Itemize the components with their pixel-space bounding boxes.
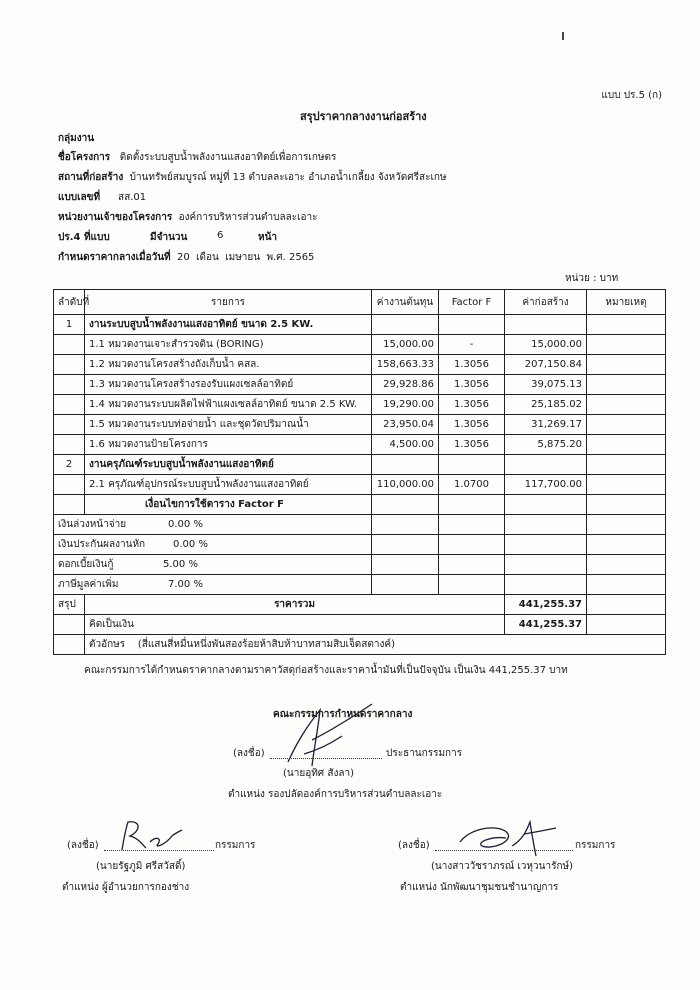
cost-summary-table — [53, 289, 666, 655]
date-year-label: พ.ศ. — [266, 252, 286, 263]
total-value: 441,255.37 — [505, 595, 587, 615]
drawing-label: แบบเลขที่ — [58, 192, 101, 203]
header-no: ลำดับที่ — [54, 290, 85, 315]
table-row — [54, 415, 666, 435]
member2-role: กรรมการ — [575, 840, 616, 851]
total-row — [54, 595, 666, 615]
header-factor: Factor F — [439, 290, 505, 315]
header-cost: ค่างานต้นทุน — [372, 290, 439, 315]
item-factor: 1.3056 — [439, 355, 505, 375]
item-cost: 4,500.00 — [372, 435, 439, 455]
project-value: ติดตั้งระบบสูบน้ำพลังงานแสงอาทิตย์เพื่อการเกษตร — [119, 152, 337, 163]
condition-value: 0.00 % — [168, 519, 203, 530]
scan-mark — [562, 32, 564, 40]
member2-signature — [452, 816, 562, 861]
condition-label: ภาษีมูลค่าเพิ่ม — [58, 579, 119, 590]
table-header-row — [54, 290, 666, 315]
factor-title: เงื่อนไขการใช้ตาราง Factor F — [85, 495, 372, 515]
item-name: 1.6 หมวดงานป้ายโครงการ — [85, 435, 372, 455]
letters-value: (สี่แสนสี่หมื่นหนึ่งพันสองร้อยห้าสิบห้าบาทสามสิบเจ็ดสตางค์) — [137, 639, 395, 650]
condition-value: 5.00 % — [163, 559, 198, 570]
item-factor: - — [439, 335, 505, 355]
date-year: 2565 — [288, 252, 315, 263]
unit-label: หน่วย : บาท — [565, 273, 619, 284]
form-code: แบบ ปร.5 (ก) — [601, 90, 662, 101]
section-no: 1 — [54, 315, 85, 335]
item-factor: 1.3056 — [439, 395, 505, 415]
member1-position: ตำแหน่ง ผู้อำนวยการกองช่าง — [62, 882, 190, 893]
member1-role: กรรมการ — [215, 840, 256, 851]
page-title: สรุปราคากลางงานก่อสร้าง — [300, 110, 427, 123]
member1-signature — [116, 818, 186, 858]
project-label: ชื่อโครงการ — [58, 152, 111, 163]
item-name: 1.2 หมวดงานโครงสร้างถังเก็บน้ำ คสล. — [85, 355, 372, 375]
condition-label: เงินประกันผลงานหัก — [58, 539, 146, 550]
chair-sign-label: (ลงชื่อ) — [233, 748, 265, 759]
location-label: สถานที่ก่อสร้าง — [58, 172, 124, 183]
item-cost: 15,000.00 — [372, 335, 439, 355]
item-factor: 1.0700 — [439, 475, 505, 495]
member1-sign-line — [104, 850, 214, 851]
letters-row — [54, 635, 666, 655]
date-month: เมษายน — [225, 252, 261, 263]
item-total: 207,150.84 — [505, 355, 587, 375]
pages-value: 6 — [217, 230, 224, 241]
committee-title: คณะกรรมการกำหนดราคากลาง — [273, 709, 413, 720]
money-label: คิดเป็นเงิน — [85, 615, 505, 635]
item-factor: 1.3056 — [439, 415, 505, 435]
drawing-value: สส.01 — [118, 192, 147, 203]
date-label: กำหนดราคากลางเมื่อวันที่ — [58, 252, 171, 263]
money-row — [54, 615, 666, 635]
total-label: ราคารวม — [85, 595, 505, 615]
owner-label: หน่วยงานเจ้าของโครงการ — [58, 212, 173, 223]
item-cost: 19,290.00 — [372, 395, 439, 415]
item-name: 1.4 หมวดงานระบบผลิตไฟฟ้าแผงเซลล์อาทิตย์ ขนาด 2.5 KW. — [85, 395, 372, 415]
item-factor: 1.3056 — [439, 435, 505, 455]
item-cost: 158,663.33 — [372, 355, 439, 375]
table-row — [54, 475, 666, 495]
header-total: ค่าก่อสร้าง — [505, 290, 587, 315]
owner-row — [58, 210, 318, 225]
committee-statement: คณะกรรมการได้กำหนดราคากลางตามราคาวัสดุก่อสร้างและราคาน้ำมันที่เป็นปัจจุบัน เป็นเงิน 441,255.37 บาท — [84, 665, 568, 676]
item-total: 117,700.00 — [505, 475, 587, 495]
chair-signature — [268, 700, 388, 770]
summary-label: สรุป — [54, 595, 85, 615]
condition-label: ดอกเบี้ยเงินกู้ — [58, 559, 114, 570]
item-total: 39,075.13 — [505, 375, 587, 395]
item-cost: 110,000.00 — [372, 475, 439, 495]
owner-value: องค์การบริหารส่วนตำบลละเอาะ — [178, 212, 318, 223]
item-name: 1.5 หมวดงานระบบท่อจ่ายน้ำ และชุดวัดปริมาณน้ำ — [85, 415, 372, 435]
pages-unit: หน้า — [258, 232, 278, 243]
item-cost: 23,950.04 — [372, 415, 439, 435]
form-label: ปร.4 ที่แบบ — [58, 232, 110, 243]
date-day: 20 — [176, 252, 190, 263]
letters-label: ตัวอักษร — [89, 639, 126, 650]
table-row — [54, 435, 666, 455]
pages-label: มีจำนวน — [150, 232, 188, 243]
item-total: 5,875.20 — [505, 435, 587, 455]
item-name: 1.1 หมวดงานเจาะสำรวจดิน (BORING) — [85, 335, 372, 355]
location-row — [58, 170, 447, 185]
drawing-row — [58, 190, 100, 205]
item-factor: 1.3056 — [439, 375, 505, 395]
item-name: 2.1 ครุภัณฑ์อุปกรณ์ระบบสูบน้ำพลังงานแสงอาทิตย์ — [85, 475, 372, 495]
section-row — [54, 315, 666, 335]
condition-value: 7.00 % — [168, 579, 203, 590]
item-total: 31,269.17 — [505, 415, 587, 435]
chair-position: ตำแหน่ง รองปลัดองค์การบริหารส่วนตำบลละเอาะ — [228, 789, 443, 800]
item-total: 15,000.00 — [505, 335, 587, 355]
item-name: 1.3 หมวดงานโครงสร้างรองรับแผงเซลล์อาทิตย์ — [85, 375, 372, 395]
chair-sign-line — [270, 758, 382, 759]
section-title: งานระบบสูบน้ำพลังงานแสงอาทิตย์ ขนาด 2.5 KW. — [85, 315, 372, 335]
header-remark: หมายเหตุ — [587, 290, 666, 315]
member2-position: ตำแหน่ง นักพัฒนาชุมชนชำนาญการ — [400, 882, 559, 893]
date-row — [58, 250, 314, 265]
group-label: กลุ่มงาน — [58, 133, 95, 144]
member1-name: (นายรัฐภูมิ ศรีสวัสดิ์) — [96, 861, 186, 872]
member2-sign-line — [435, 850, 573, 851]
section-title: งานครุภัณฑ์ระบบสูบน้ำพลังงานแสงอาทิตย์ — [85, 455, 372, 475]
condition-row — [54, 535, 666, 555]
condition-row — [54, 575, 666, 595]
money-value: 441,255.37 — [505, 615, 587, 635]
condition-label: เงินล่วงหน้าจ่าย — [58, 519, 127, 530]
date-month-label: เดือน — [196, 252, 219, 263]
member1-sign-label: (ลงชื่อ) — [67, 840, 99, 851]
condition-row — [54, 555, 666, 575]
header-item: รายการ — [85, 290, 372, 315]
condition-value: 0.00 % — [173, 539, 208, 550]
member2-name: (นางสาววัชราภรณ์ เวหุวนารักษ์) — [431, 861, 573, 872]
chair-name: (นายอุทิศ สังลา) — [283, 768, 354, 779]
condition-row — [54, 515, 666, 535]
table-row — [54, 375, 666, 395]
item-cost: 29,928.86 — [372, 375, 439, 395]
table-row — [54, 395, 666, 415]
item-total: 25,185.02 — [505, 395, 587, 415]
project-row — [58, 150, 336, 165]
table-row — [54, 335, 666, 355]
chair-role: ประธานกรรมการ — [386, 748, 463, 759]
table-row — [54, 355, 666, 375]
member2-sign-label: (ลงชื่อ) — [398, 840, 430, 851]
section-row — [54, 455, 666, 475]
location-value: บ้านทรัพย์สมบูรณ์ หมู่ที่ 13 ตำบลละเอาะ อำเภอน้ำเกลี้ยง จังหวัดศรีสะเกษ — [129, 172, 447, 183]
factor-title-row — [54, 495, 666, 515]
section-no: 2 — [54, 455, 85, 475]
